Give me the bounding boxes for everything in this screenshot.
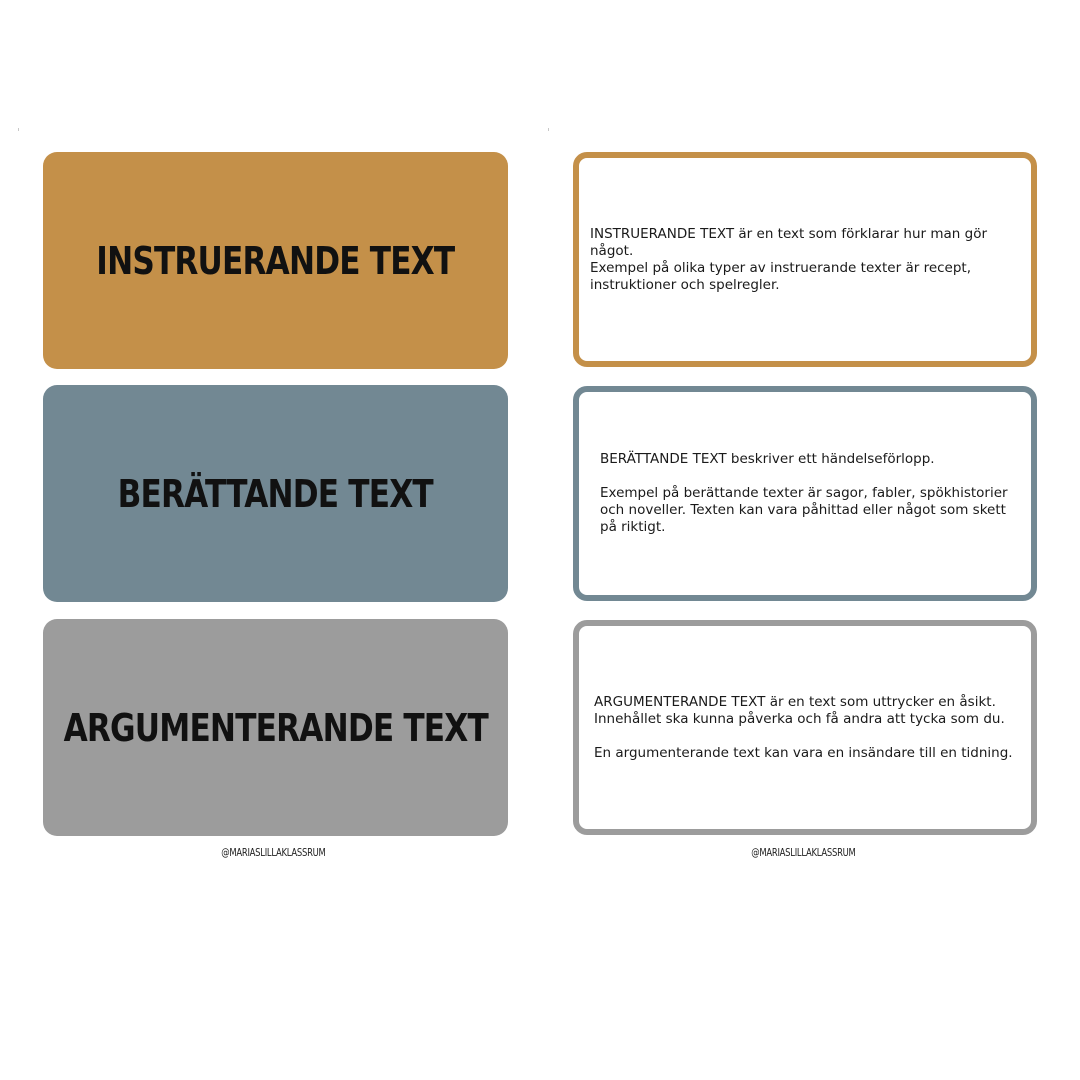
description-card-berattande [573, 386, 1037, 601]
crop-mark [548, 128, 549, 131]
title-card-berattande [43, 385, 508, 602]
credit-left: @MARIASLILLAKLASSRUM [221, 846, 326, 859]
description-argumenterande-paragraph-2: En argumenterande text kan vara en insändare till en tidning. [594, 744, 1013, 761]
title-argumenterande: ARGUMENTERANDE TEXT [63, 705, 488, 750]
description-berattande-paragraph-2: Exempel på berättande texter är sagor, fabler, spökhistorier och noveller. Texten kan vara påhittad eller något som skett på riktigt. [600, 485, 1008, 535]
crop-mark [18, 128, 19, 131]
description-argumenterande-paragraph-1: ARGUMENTERANDE TEXT är en text som uttrycker en åsikt. Innehållet ska kunna påverka och få andra att tycka som du. [594, 693, 1005, 727]
description-card-argumenterande [573, 620, 1037, 835]
title-card-instruerande [43, 152, 508, 369]
title-instruerande: INSTRUERANDE TEXT [96, 238, 455, 283]
title-card-argumenterande [43, 619, 508, 836]
description-instruerande-paragraph-1: INSTRUERANDE TEXT är en text som förklarar hur man gör något. Exempel på olika typer av instruerande texter är recept, instruktioner och spelregler. [590, 225, 988, 293]
credit-right: @MARIASLILLAKLASSRUM [751, 846, 856, 859]
description-card-instruerande [573, 152, 1037, 367]
description-berattande-paragraph-1: BERÄTTANDE TEXT beskriver ett händelseförlopp. [600, 451, 935, 467]
title-berattande: BERÄTTANDE TEXT [117, 471, 434, 516]
